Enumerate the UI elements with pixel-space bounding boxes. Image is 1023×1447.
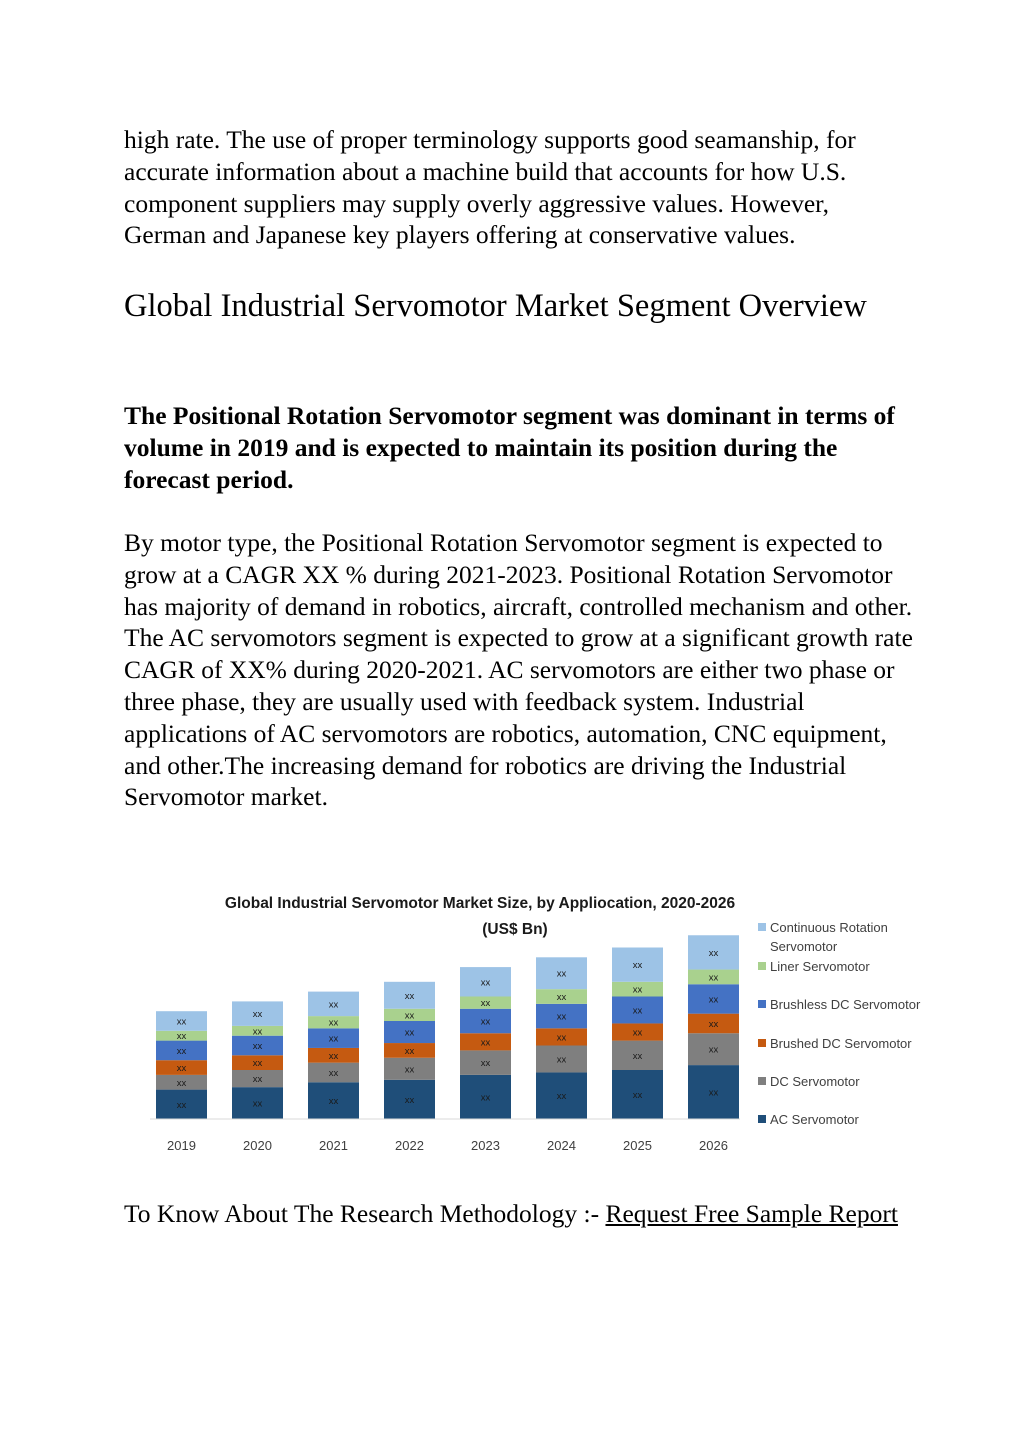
data-label: xx — [404, 1064, 415, 1076]
data-label: xx — [328, 1050, 339, 1062]
data-label: xx — [480, 998, 491, 1010]
data-label: xx — [556, 1054, 567, 1066]
section-heading: Global Industrial Servomotor Market Segment Overview — [124, 288, 867, 324]
data-label: xx — [556, 1091, 567, 1103]
data-label: xx — [404, 1045, 415, 1057]
legend-label: Servomotor — [770, 939, 838, 954]
chart-bars — [156, 935, 739, 1119]
data-label: xx — [708, 972, 719, 984]
data-label: xx — [252, 1009, 263, 1021]
data-label: xx — [252, 1041, 263, 1052]
data-label: xx — [708, 1044, 719, 1056]
data-label: xx — [632, 1005, 643, 1017]
data-label: xx — [632, 960, 643, 972]
data-label: xx — [328, 1067, 339, 1079]
data-label: xx — [708, 947, 719, 959]
legend-label: Brushed DC Servomotor — [770, 1036, 912, 1051]
data-label: xx — [176, 1063, 187, 1075]
data-label: xx — [328, 1096, 339, 1108]
x-tick-label: 2023 — [471, 1138, 500, 1153]
intro-paragraph: high rate. The use of proper terminology supports good seamanship, for accurate information about a machine build that accounts for how U.S. component suppliers may supply overly aggressive values. However, German and Japanese key players offering at conservative values. — [124, 125, 856, 250]
data-label: xx — [556, 992, 567, 1003]
data-label: xx — [632, 1090, 643, 1101]
data-label: xx — [252, 1074, 263, 1086]
data-label: xx — [556, 968, 567, 980]
data-label: xx — [176, 1031, 187, 1043]
data-label: xx — [404, 1027, 415, 1039]
x-tick-label: 2020 — [243, 1138, 272, 1153]
data-label: xx — [328, 999, 339, 1011]
x-tick-label: 2026 — [699, 1138, 728, 1153]
x-tick-label: 2022 — [395, 1138, 424, 1153]
legend-swatch — [758, 962, 766, 970]
x-tick-label: 2024 — [547, 1138, 576, 1153]
data-label: xx — [708, 1087, 719, 1099]
data-label: xx — [404, 990, 415, 1002]
data-label: xx — [328, 1033, 339, 1045]
chart-title: Global Industrial Servomotor Market Size, by Appliocation, 2020-2026 — [224, 895, 736, 912]
legend-swatch — [758, 1000, 766, 1008]
data-label: xx — [632, 984, 643, 996]
data-label: xx — [252, 1098, 263, 1110]
data-label: xx — [556, 1011, 567, 1023]
legend-swatch — [758, 1115, 766, 1123]
data-label: xx — [480, 977, 491, 989]
data-label: xx — [252, 1058, 263, 1070]
legend-label: Brushless DC Servomotor — [770, 997, 921, 1012]
x-tick-label: 2025 — [623, 1138, 652, 1153]
legend-swatch — [758, 1039, 766, 1047]
data-label: xx — [176, 1016, 187, 1028]
legend-label: Liner Servomotor — [770, 959, 870, 974]
data-label: xx — [480, 1016, 491, 1028]
x-tick-label: 2019 — [167, 1138, 196, 1153]
data-label: xx — [480, 1092, 491, 1104]
x-tick-label: 2021 — [319, 1138, 348, 1153]
legend-swatch — [758, 1077, 766, 1085]
data-label: xx — [480, 1058, 491, 1070]
legend-label: AC Servomotor — [770, 1112, 859, 1127]
data-label: xx — [708, 994, 719, 1006]
data-label: xx — [404, 1010, 415, 1022]
highlight-paragraph: The Positional Rotation Servomotor segment was dominant in terms of volume in 2019 and is expected to maintain its position during the forecast period. — [124, 401, 895, 494]
request-sample-link[interactable]: Request Free Sample Report — [605, 1199, 898, 1228]
body-paragraph: By motor type, the Positional Rotation Servomotor segment is expected to grow at a CAGR XX % during 2021-2023. Positional Rotation Servomotor has majority of demand in robotics, aircraft, controlled mechanism and other. The AC servomotors segment is expected to grow at a significant growth rate CAGR of XX% during 2020-2021. AC servomotors are either two phase or three phase, they are usually used with feedback system. Industrial applications of AC servomotors are robotics, automation, CNC equipment, and other.The increasing demand for robotics are driving the Industrial Servomotor market. — [124, 528, 913, 812]
data-label: xx — [404, 1094, 415, 1106]
data-label: xx — [176, 1099, 187, 1111]
x-axis-ticks — [167, 1138, 728, 1153]
data-label: xx — [556, 1032, 567, 1044]
data-label: xx — [708, 1018, 719, 1030]
chart-subtitle: (US$ Bn) — [482, 921, 548, 938]
chart-legend — [758, 920, 921, 1127]
legend-swatch — [758, 923, 766, 931]
data-label: xx — [328, 1017, 339, 1029]
market-size-chart — [150, 886, 935, 1161]
cta-paragraph — [124, 1198, 914, 1230]
data-label: xx — [632, 1050, 643, 1062]
legend-label: Continuous Rotation — [770, 920, 888, 935]
data-label: xx — [176, 1045, 187, 1057]
cta-prefix: To Know About The Research Methodology :- — [124, 1199, 606, 1228]
data-label: xx — [176, 1077, 187, 1089]
legend-label: DC Servomotor — [770, 1074, 860, 1089]
data-label: xx — [480, 1037, 491, 1049]
data-label: xx — [252, 1026, 263, 1038]
data-label: xx — [632, 1027, 643, 1039]
